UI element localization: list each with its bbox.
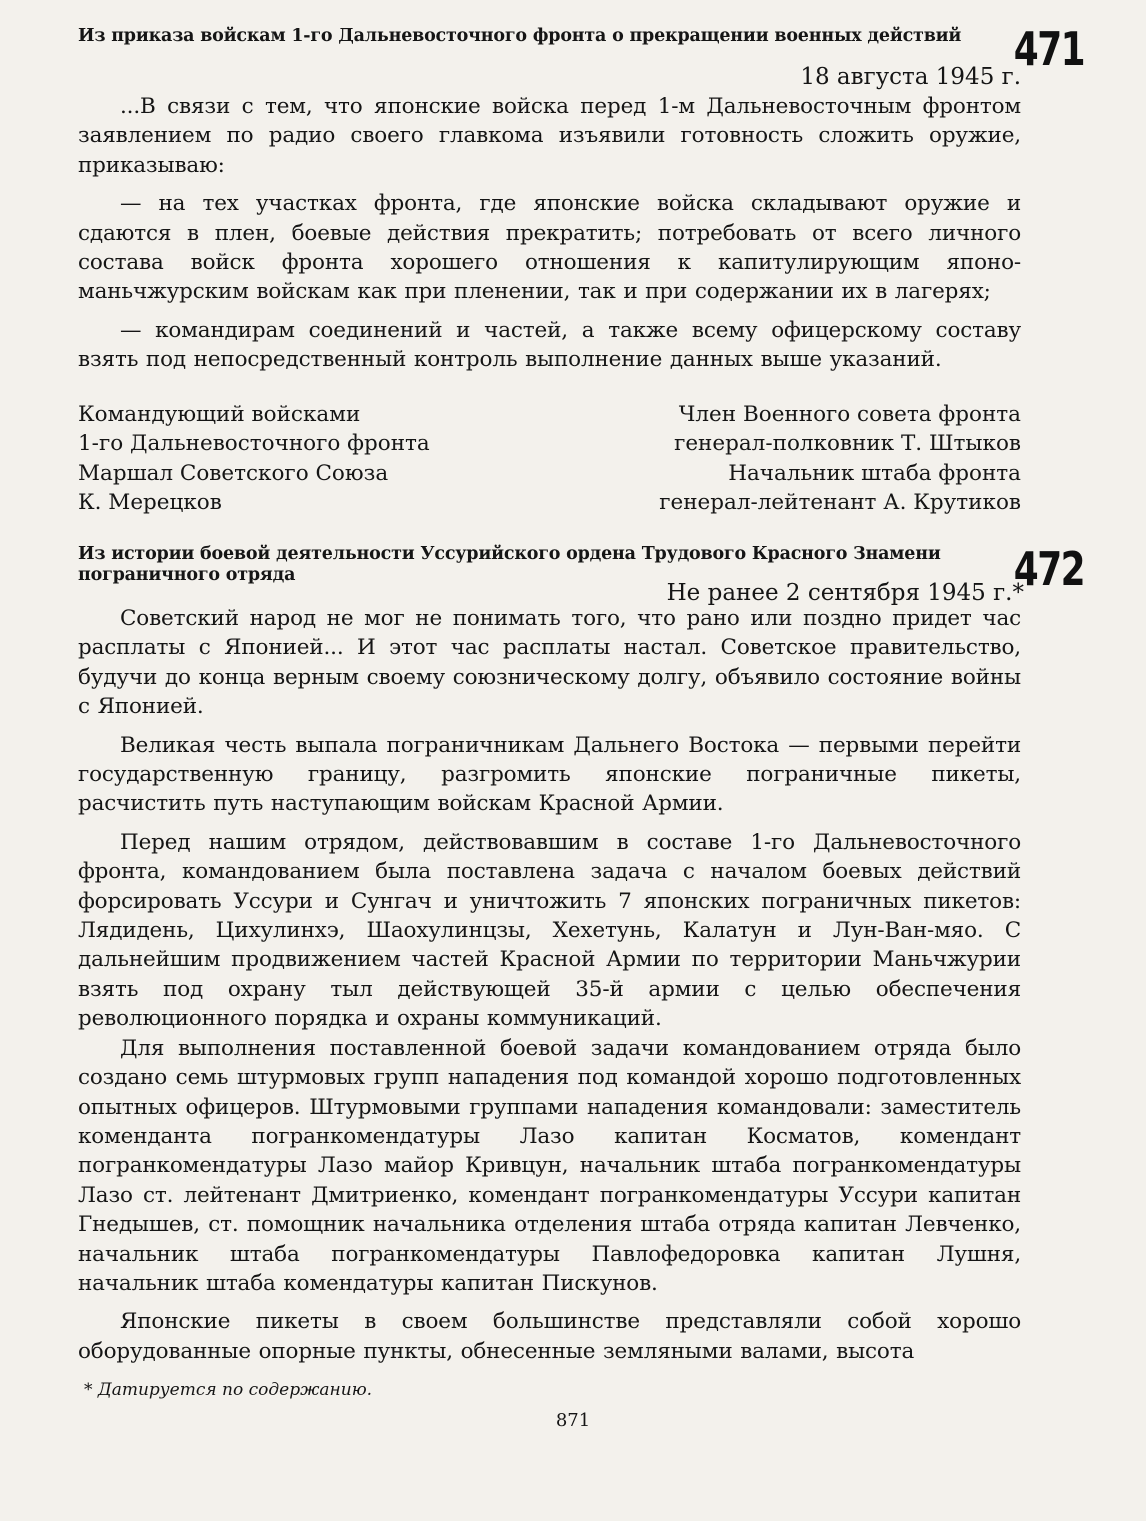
- doc-471-title: Из приказа войскам 1-го Дальневосточного фронта о прекращении военных действий: [78, 26, 962, 46]
- signature-left: 1-го Дальневосточного фронта: [78, 431, 430, 457]
- paragraph: ...В связи с тем, что японские войска перед 1-м Дальневосточным фронтом заявлением по радио своего главкома изъявили готовность сложить оружие, приказываю:: [78, 94, 1021, 178]
- doc-472-body: [78, 604, 1021, 1366]
- doc-472-title: Из истории боевой деятельности Уссурийского ордена Трудового Красного Знамени пограничного отряда: [78, 544, 941, 585]
- paragraph: — командирам соединений и частей, а также всему офицерскому составу взять под непосредственный контроль выполнение данных выше указаний.: [78, 317, 1021, 373]
- signature-row: [78, 488, 1021, 517]
- signature-right: Член Военного совета фронта: [678, 402, 1021, 427]
- paragraph: Великая честь выпала пограничникам Дальнего Востока — первыми перейти государственную границу, разгромить японские пограничные пикеты, расчистить путь наступающим войскам Красной Армии.: [78, 732, 1021, 817]
- signature-row: [78, 459, 1021, 488]
- signature-right: генерал-полковник Т. Штыков: [674, 431, 1021, 457]
- footnote: * Датируется по содержанию.: [84, 1380, 373, 1400]
- paragraph: Для выполнения поставленной боевой задачи командованием отряда было создано семь штурмовых групп нападения под командой хорошо подготовленных опытных офицеров. Штурмовыми группами нападения командовали: заместитель коменданта погранкомендатуры Лазо капитан Косматов, комендант погранкомендатуры Лазо майор Кривцун, начальник штаба погранкомендатуры Лазо ст. лейтенант Дмитриенко, комендант погранкомендатуры Уссури капитан Гнедышев, ст. помощник начальника отделения штаба отряда капитан Левченко, начальник штаба погранкомендатуры Павлофедоровка капитан Лушня, начальник штаба комендатуры капитан Пискунов.: [78, 1035, 1021, 1296]
- paragraph: — на тех участках фронта, где японские войска складывают оружие и сдаются в плен, боевые действия прекратить; потребовать от всего личного состава войск фронта хорошего отношения к капитулирующим японо-маньчжурским войскам как при пленении, так и при содержании их в лагерях;: [78, 191, 1021, 305]
- page-number: 871: [555, 1410, 591, 1431]
- signature-left: К. Мерецков: [78, 490, 222, 516]
- paragraph: Советский народ не мог не понимать того, что рано или поздно придет час расплаты с Японией... И этот час расплаты настал. Советское правительство, будучи до конца верным своему союзническому долгу, объявило состояние войны с Японией.: [78, 606, 1021, 720]
- signature-row: [78, 429, 1021, 458]
- doc-472-number: 472: [1013, 542, 1084, 596]
- paragraph: Перед нашим отрядом, действовавшим в составе 1-го Дальневосточного фронта, командованием была поставлена задача с началом боевых действий форсировать Уссури и Сунгач и уничтожить 7 японских пограничных пикетов: Лядидень, Цихулинхэ, Шаохулинцзы, Хехетунь, Калатун и Лун-Ван-мяо. С дальнейшим продвижением частей Красной Армии по территории Маньчжурии взять под охрану тыл действующей 35-й армии с целью обеспечения революционного порядка и охраны коммуникаций.: [78, 829, 1021, 1032]
- signature-row: [78, 400, 1021, 429]
- doc-471-signatures: [78, 400, 1021, 518]
- signature-left: Маршал Советского Союза: [78, 460, 389, 486]
- doc-472-date: Не ранее 2 сентября 1945 г.*: [666, 580, 1024, 606]
- doc-471-number: 471: [1013, 22, 1084, 76]
- paragraph: Японские пикеты в своем большинстве представляли собой хорошо оборудованные опорные пункты, обнесенные земляными валами, высота: [78, 1309, 1021, 1364]
- signature-right: Начальник штаба фронта: [728, 460, 1021, 486]
- doc-471-body: [78, 92, 1021, 375]
- signature-left: Командующий войсками: [78, 402, 361, 427]
- doc-471-date: 18 августа 1945 г.: [800, 64, 1021, 90]
- signature-right: генерал-лейтенант А. Крутиков: [659, 490, 1021, 516]
